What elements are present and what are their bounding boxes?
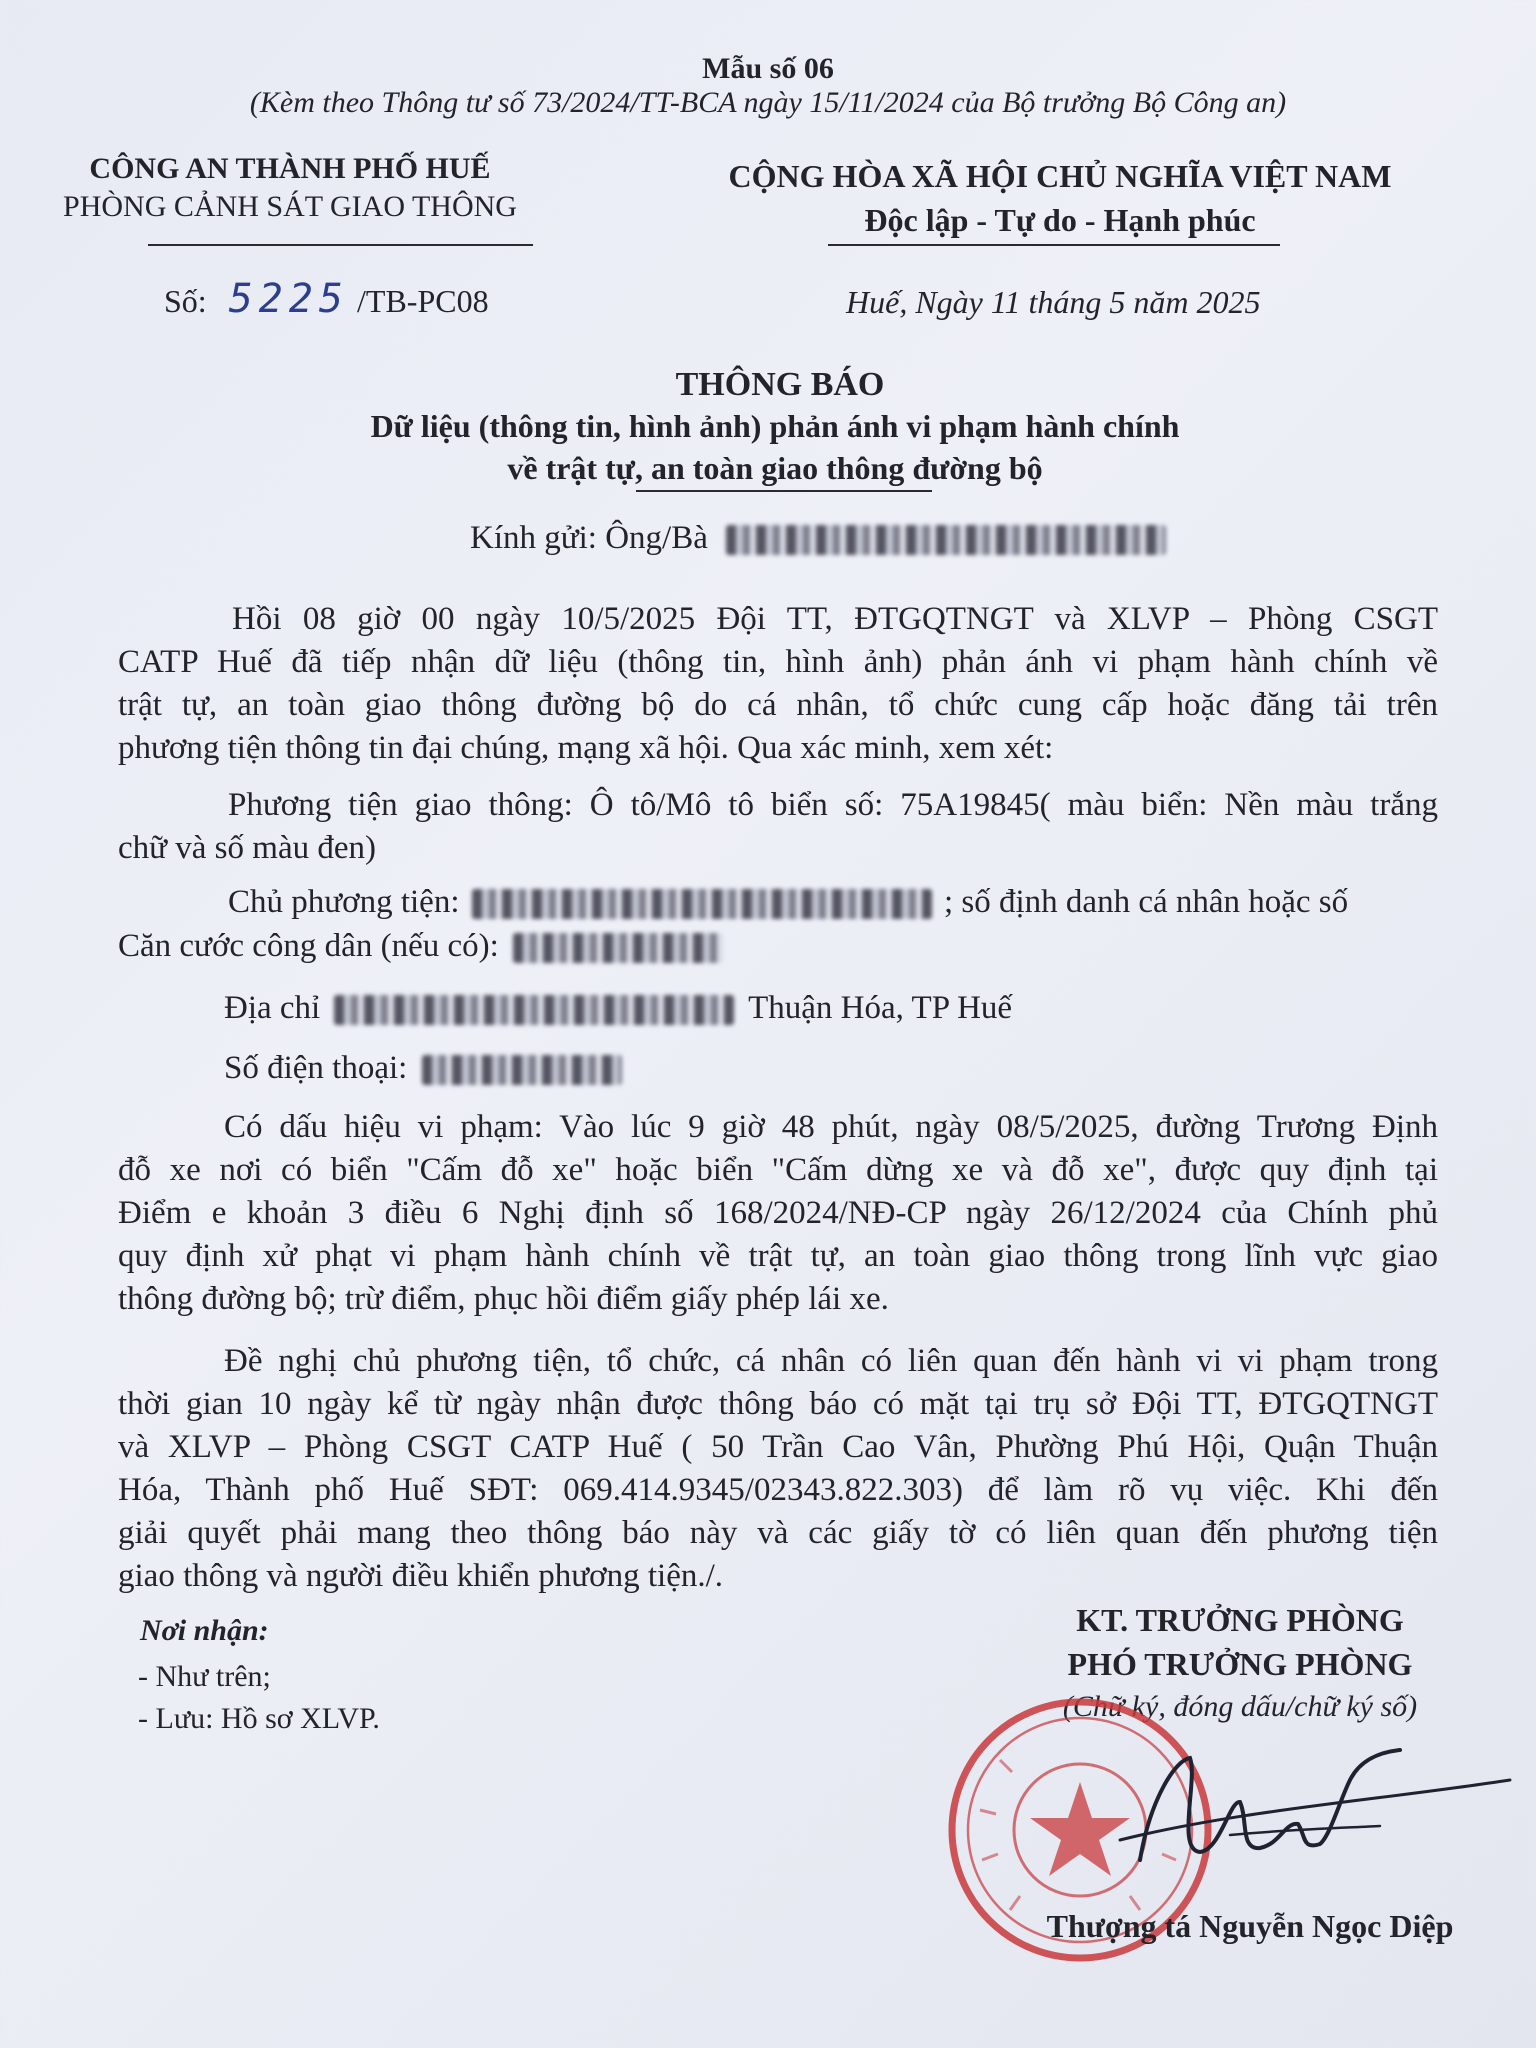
address-line [224, 990, 1012, 1027]
distribution-item: - Như trên; [138, 1660, 271, 1693]
state-underline [828, 244, 1280, 246]
handwritten-signature-icon [1080, 1740, 1520, 1890]
paragraph-line: Có dấu hiệu vi phạm: Vào lúc 9 giờ 48 phút, ngày 08/5/2025, đường Trương Định [224, 1109, 1438, 1145]
signer-name: Thượng tá Nguyễn Ngọc Diệp [1046, 1908, 1454, 1944]
title-sub2: về trật tự, an toàn giao thông đường bộ [507, 450, 1043, 486]
paragraph-line: thông đường bộ; trừ điểm, phục hồi điểm giấy phép lái xe. [118, 1281, 889, 1317]
doc-number-handwritten: 5225 [228, 276, 350, 322]
paragraph-line: Phương tiện giao thông: Ô tô/Mô tô biển số: 75A19845( màu biển: Nền màu trắng [228, 787, 1438, 823]
paragraph-line: Hóa, Thành phố Huế SĐT: 069.414.9345/02343.822.303) để làm rõ vụ việc. Khi đến [118, 1472, 1438, 1508]
signature-line1: KT. TRƯỞNG PHÒNG [1076, 1602, 1404, 1638]
address-suffix: Thuận Hóa, TP Huế [748, 990, 1013, 1026]
paragraph-receipt [118, 598, 1438, 770]
title-underline [636, 490, 932, 492]
doc-number [164, 276, 489, 322]
form-number: Mẫu số 06 [702, 52, 834, 85]
state-line2: Độc lập - Tự do - Hạnh phúc [864, 202, 1256, 238]
paragraph-line: quy định xử phạt vi phạm hành chính về trật tự, an toàn giao thông trong lĩnh vực giao [118, 1238, 1438, 1274]
title-main: THÔNG BÁO [675, 366, 885, 403]
paragraph-request [118, 1340, 1438, 1598]
phone-line [224, 1050, 622, 1087]
owner-line [228, 884, 1348, 921]
id-label: Căn cước công dân (nếu có): [118, 928, 499, 964]
paragraph-vehicle [118, 784, 1438, 870]
redacted-recipient-name [726, 525, 1166, 555]
issuer-line2: PHÒNG CẢNH SÁT GIAO THÔNG [63, 190, 517, 223]
paragraph-line: Điểm e khoản 3 điều 6 Nghị định số 168/2024/NĐ-CP ngày 26/12/2024 của Chính phủ [118, 1195, 1438, 1231]
owner-id-text: ; số định danh cá nhân hoặc số [944, 884, 1349, 920]
issuer-underline [148, 244, 533, 246]
paragraph-line: và XLVP – Phòng CSGT CATP Huế ( 50 Trần Cao Vân, Phường Phú Hội, Quận Thuận [118, 1429, 1438, 1465]
phone-label: Số điện thoại: [224, 1050, 408, 1086]
paragraph-line: thời gian 10 ngày kể từ ngày nhận được thông báo có mặt tại trụ sở Đội TT, ĐTGQTNGT [118, 1386, 1438, 1422]
place-date: Huế, Ngày 11 tháng 5 năm 2025 [846, 284, 1261, 320]
form-attachment: (Kèm theo Thông tư số 73/2024/TT-BCA ngày 15/11/2024 của Bộ trưởng Bộ Công an) [249, 86, 1287, 119]
signature-note: (Chữ ký, đóng dấu/chữ ký số) [1062, 1690, 1418, 1723]
redacted-phone [422, 1055, 622, 1085]
issuer-line1: CÔNG AN THÀNH PHỐ HUẾ [89, 152, 491, 185]
owner-label: Chủ phương tiện: [228, 884, 460, 920]
paragraph-line: giao thông và người điều khiển phương tiện./. [118, 1558, 724, 1594]
redacted-address [334, 995, 734, 1025]
paragraph-line: phương tiện thông tin đại chúng, mạng xã hội. Qua xác minh, xem xét: [118, 730, 1054, 766]
doc-number-label: Số: [164, 283, 207, 319]
distribution-item: - Lưu: Hồ sơ XLVP. [138, 1702, 380, 1735]
doc-number-suffix: /TB-PC08 [357, 283, 489, 319]
title-sub1: Dữ liệu (thông tin, hình ảnh) phản ánh vi phạm hành chính [370, 408, 1180, 444]
paragraph-line: giải quyết phải mang theo thông báo này và các giấy tờ có liên quan đến phương tiện [118, 1515, 1438, 1551]
paragraph-line: Hồi 08 giờ 00 ngày 10/5/2025 Đội TT, ĐTGQTNGT và XLVP – Phòng CSGT [232, 601, 1438, 637]
paragraph-line: chữ và số màu đen) [118, 830, 376, 866]
paragraph-line: CATP Huế đã tiếp nhận dữ liệu (thông tin, hình ảnh) phản ánh vi phạm hành chính về [118, 644, 1438, 680]
redacted-owner-name [472, 889, 932, 919]
recipient [470, 520, 1166, 557]
paragraph-violation [118, 1106, 1438, 1321]
distribution-label: Nơi nhận: [140, 1614, 269, 1647]
address-label: Địa chỉ [224, 990, 321, 1026]
paragraph-line: đỗ xe nơi có biển "Cấm đỗ xe" hoặc biển "Cấm dừng xe và đỗ xe", được quy định tại [118, 1152, 1438, 1188]
id-line [118, 928, 723, 965]
state-line1: CỘNG HÒA XÃ HỘI CHỦ NGHĨA VIỆT NAM [728, 158, 1392, 194]
redacted-id-number [513, 933, 723, 963]
recipient-label: Kính gửi: Ông/Bà [470, 520, 708, 556]
paragraph-line: Đề nghị chủ phương tiện, tổ chức, cá nhân có liên quan đến hành vi vi phạm trong [224, 1343, 1438, 1379]
paragraph-line: trật tự, an toàn giao thông đường bộ do cá nhân, tổ chức cung cấp hoặc đăng tải trên [118, 687, 1438, 723]
signature-line2: PHÓ TRƯỞNG PHÒNG [1067, 1646, 1413, 1682]
